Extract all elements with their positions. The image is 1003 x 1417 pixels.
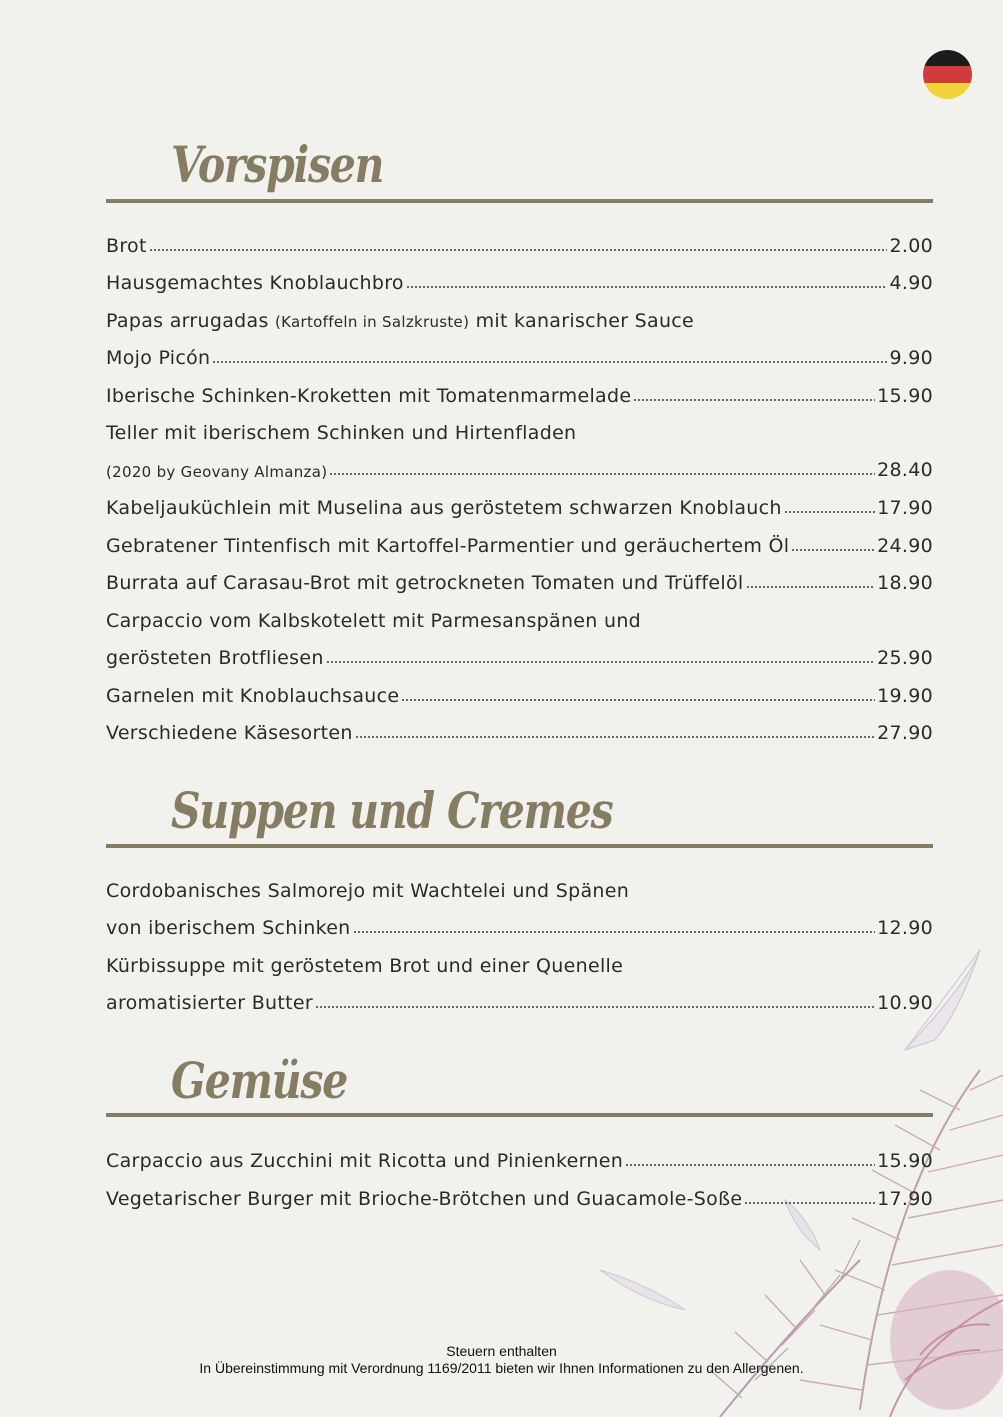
footer-tax-note: Steuern enthalten bbox=[446, 1343, 557, 1359]
menu-item bbox=[106, 414, 933, 444]
item-price: 15.90 bbox=[877, 1150, 933, 1172]
section-divider bbox=[106, 844, 933, 848]
leader-dots bbox=[744, 1200, 875, 1205]
section-title: Gemüse bbox=[171, 1051, 348, 1110]
item-price: 28.40 bbox=[877, 459, 933, 481]
item-name: Kürbissuppe mit geröstetem Brot und einer Quenelle bbox=[106, 955, 624, 977]
item-name: Kabeljauküchlein mit Muselina aus geröstetem schwarzen Knoblauch bbox=[106, 497, 782, 519]
item-name: Hausgemachtes Knoblauchbro bbox=[106, 272, 404, 294]
item-name: Cordobanisches Salmorejo mit Wachtelei und Spänen bbox=[106, 880, 630, 902]
menu-item bbox=[106, 564, 933, 594]
leader-dots bbox=[212, 359, 887, 364]
menu-item bbox=[106, 677, 933, 707]
menu-item bbox=[106, 339, 933, 369]
item-name: Brot bbox=[106, 235, 147, 257]
item-price: 2.00 bbox=[889, 235, 933, 257]
item-name: Mojo Picón bbox=[106, 347, 211, 369]
menu-item bbox=[106, 377, 933, 407]
menu-item bbox=[106, 489, 933, 519]
item-note: (Kartoffeln in Salzkruste) bbox=[275, 313, 470, 331]
item-price: 9.90 bbox=[889, 347, 933, 369]
menu-item bbox=[106, 1180, 933, 1210]
leader-dots bbox=[315, 1004, 875, 1009]
menu-item bbox=[106, 227, 933, 257]
menu-item bbox=[106, 947, 933, 977]
item-name: Garnelen mit Knoblauchsauce bbox=[106, 685, 400, 707]
item-name: aromatisierter Butter bbox=[106, 992, 313, 1014]
item-name: Vegetarischer Burger mit Brioche-Brötchen und Guacamole-Soße bbox=[106, 1188, 743, 1210]
footer-allergen-note: In Übereinstimmung mit Verordnung 1169/2011 bieten wir Ihnen Informationen zu den Allergenen. bbox=[199, 1360, 804, 1376]
item-name: Burrata auf Carasau-Brot mit getrockneten Tomaten und Trüffelöl bbox=[106, 572, 744, 594]
item-price: 25.90 bbox=[877, 647, 933, 669]
menu-item bbox=[106, 714, 933, 744]
item-name: Teller mit iberischem Schinken und Hirtenfladen bbox=[106, 422, 577, 444]
item-name: Iberische Schinken-Kroketten mit Tomatenmarmelade bbox=[106, 385, 632, 407]
menu-item bbox=[106, 451, 933, 481]
section-title: Suppen und Cremes bbox=[171, 781, 613, 840]
leader-dots bbox=[406, 284, 888, 289]
item-price: 27.90 bbox=[877, 722, 933, 744]
leader-dots bbox=[355, 734, 875, 739]
menu-item bbox=[106, 527, 933, 557]
menu-item bbox=[106, 602, 933, 632]
item-price: 18.90 bbox=[877, 572, 933, 594]
item-name: Carpaccio vom Kalbskotelett mit Parmesanspänen und bbox=[106, 610, 642, 632]
item-price: 12.90 bbox=[877, 917, 933, 939]
menu-item bbox=[106, 1142, 933, 1172]
item-name: gerösteten Brotfliesen bbox=[106, 647, 324, 669]
item-name-part: Papas arrugadas bbox=[106, 310, 276, 332]
flag-stripe-black bbox=[923, 50, 972, 66]
item-price: 4.90 bbox=[889, 272, 933, 294]
menu-item bbox=[106, 639, 933, 669]
flag-stripe-gold bbox=[923, 83, 972, 99]
item-name: Gebratener Tintenfisch mit Kartoffel-Parmentier und geräuchertem Öl bbox=[106, 535, 790, 557]
leader-dots bbox=[625, 1162, 875, 1167]
leader-dots bbox=[633, 397, 875, 402]
section-divider bbox=[106, 1113, 933, 1117]
leader-dots bbox=[784, 509, 875, 514]
item-price: 19.90 bbox=[877, 685, 933, 707]
item-name: von iberischem Schinken bbox=[106, 917, 351, 939]
germany-flag-icon[interactable] bbox=[923, 50, 972, 99]
leader-dots bbox=[326, 659, 875, 664]
section-divider bbox=[106, 199, 933, 203]
leader-dots bbox=[149, 247, 888, 252]
item-name bbox=[106, 310, 694, 332]
leader-dots bbox=[791, 547, 875, 552]
menu-item bbox=[106, 302, 933, 332]
flag-stripe-red bbox=[923, 66, 972, 82]
menu-item bbox=[106, 909, 933, 939]
menu-item bbox=[106, 872, 933, 902]
leader-dots bbox=[401, 697, 875, 702]
menu-item bbox=[106, 264, 933, 294]
item-note: (2020 by Geovany Almanza) bbox=[106, 463, 328, 481]
item-name: Verschiedene Käsesorten bbox=[106, 722, 353, 744]
leader-dots bbox=[353, 929, 876, 934]
item-price: 17.90 bbox=[877, 1188, 933, 1210]
section-title: Vorspisen bbox=[171, 135, 384, 194]
item-name: Carpaccio aus Zucchini mit Ricotta und Pinienkernen bbox=[106, 1150, 624, 1172]
item-name-part: mit kanarischer Sauce bbox=[469, 310, 695, 332]
leader-dots bbox=[746, 584, 876, 589]
leader-dots bbox=[329, 471, 875, 476]
item-price: 17.90 bbox=[877, 497, 933, 519]
menu-item bbox=[106, 984, 933, 1014]
item-price: 10.90 bbox=[877, 992, 933, 1014]
item-price: 15.90 bbox=[877, 385, 933, 407]
item-price: 24.90 bbox=[877, 535, 933, 557]
